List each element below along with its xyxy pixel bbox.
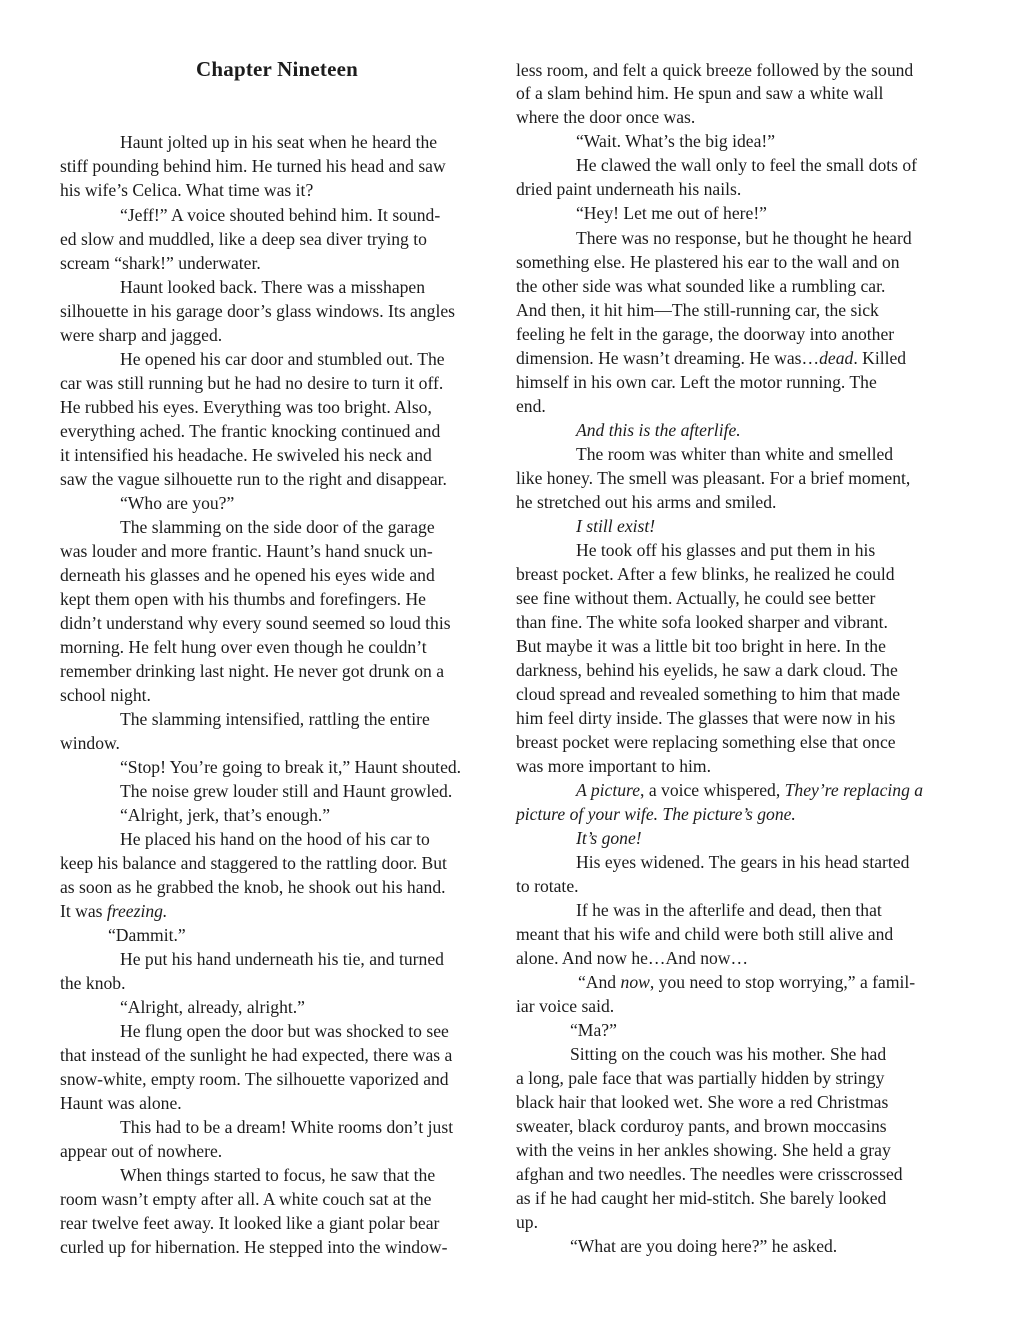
text-line: less room, and felt a quick breeze followed by the sound [516, 60, 914, 80]
text-line: breast pocket. After a few blinks, he realized he could [516, 564, 895, 584]
text-line [516, 970, 915, 994]
text-line: “Hey! Let me out of here!” [576, 203, 767, 223]
text-line: a long, pale face that was partially hidden by stringy [516, 1068, 885, 1088]
italic-span: They’re replacing a [784, 780, 924, 800]
text-line: than fine. The white sofa looked sharper and vibrant. [516, 612, 888, 632]
text-line: he stretched out his arms and smiled. [516, 492, 777, 512]
text-line [516, 778, 923, 802]
text-line: There was no response, but he thought he heard [576, 228, 912, 248]
text-line: He rubbed his eyes. Everything was too bright. Also, [60, 397, 432, 417]
chapter-title: Chapter Nineteen [196, 57, 359, 81]
text-line: the other side was what sounded like a rumbling car. [516, 276, 886, 296]
text-line: cloud spread and revealed something to him that made [516, 684, 901, 704]
text-line: saw the vague silhouette run to the right and disappear. [60, 469, 447, 489]
text-line [516, 346, 906, 370]
text-line: He took off his glasses and put them in his [576, 540, 876, 560]
text-line: Sitting on the couch was his mother. She had [570, 1044, 887, 1064]
text-line: He opened his car door and stumbled out. The [120, 349, 445, 369]
text-line: When things started to focus, he saw that the [120, 1165, 436, 1185]
text-span: , a voice whispered, [640, 780, 785, 800]
text-line: up. [516, 1212, 538, 1232]
text-line: derneath his glasses and he opened his eyes wide and [60, 565, 435, 585]
text-line: his wife’s Celica. What time was it? [60, 180, 314, 200]
text-line: The slamming on the side door of the garage [120, 517, 435, 537]
text-line: see fine without them. Actually, he could see better [516, 588, 876, 608]
text-span: “And [578, 972, 621, 992]
text-line: morning. He felt hung over even though he couldn’t [60, 637, 427, 657]
text-line: “Who are you?” [120, 493, 235, 513]
text-line: He placed his hand on the hood of his car to [120, 829, 430, 849]
text-line: If he was in the afterlife and dead, then that [576, 900, 882, 920]
text-line: “Jeff!” A voice shouted behind him. It sound- [120, 205, 441, 225]
text-line: “Wait. What’s the big idea!” [576, 131, 776, 151]
text-line: His eyes widened. The gears in his head started [576, 852, 910, 872]
text-line: it intensified his headache. He swiveled his neck and [60, 445, 432, 465]
text-line: “Alright, already, alright.” [120, 997, 305, 1017]
text-line: to rotate. [516, 876, 579, 896]
text-line: The noise grew louder still and Haunt growled. [120, 781, 453, 801]
text-line: the knob. [60, 973, 126, 993]
text-line: He flung open the door but was shocked to see [120, 1021, 449, 1041]
italic-span: dead [819, 348, 854, 368]
text-line: were sharp and jagged. [60, 325, 223, 345]
text-line: Haunt jolted up in his seat when he heard the [120, 132, 438, 152]
text-line: car was still running but he had no desire to turn it off. [60, 373, 444, 393]
text-line: keep his balance and staggered to the rattling door. But [60, 853, 447, 873]
text-line: It’s gone! [576, 828, 642, 848]
text-line: stiff pounding behind him. He turned his head and saw [60, 156, 446, 176]
text-line: was louder and more frantic. Haunt’s hand snuck un- [60, 541, 433, 561]
text-line: iar voice said. [516, 996, 615, 1016]
text-line: dried paint underneath his nails. [516, 179, 742, 199]
text-line: that instead of the sunlight he had expected, there was a [60, 1045, 453, 1065]
text-line: room wasn’t empty after all. A white couch sat at the [60, 1189, 432, 1209]
text-line: himself in his own car. Left the motor running. The [516, 372, 877, 392]
text-line: And this is the afterlife. [576, 420, 741, 440]
text-line: He clawed the wall only to feel the small dots of [576, 155, 918, 175]
text-line: curled up for hibernation. He stepped into the window- [60, 1237, 448, 1257]
text-line: everything ached. The frantic knocking continued and [60, 421, 441, 441]
text-line: as soon as he grabbed the knob, he shook out his hand. [60, 877, 446, 897]
text-line: school night. [60, 685, 151, 705]
text-span: dimension. He wasn’t dreaming. He was… [516, 348, 820, 368]
text-line: something else. He plastered his ear to the wall and on [516, 252, 900, 272]
text-line: window. [60, 733, 120, 753]
text-line: The slamming intensified, rattling the entire [120, 709, 430, 729]
text-line: rear twelve feet away. It looked like a giant polar bear [60, 1213, 440, 1233]
text-line: sweater, black corduroy pants, and brown moccasins [516, 1116, 887, 1136]
text-line: ed slow and muddled, like a deep sea diver trying to [60, 229, 427, 249]
text-line: of a slam behind him. He spun and saw a white wall [516, 83, 884, 103]
text-line: But maybe it was a little bit too bright in here. In the [516, 636, 886, 656]
text-line: feeling he felt in the garage, the doorway into another [516, 324, 895, 344]
text-line: like honey. The smell was pleasant. For a brief moment, [516, 468, 911, 488]
text-line: black hair that looked wet. She wore a red Christmas [516, 1092, 889, 1112]
text-line: with the veins in her ankles showing. She held a gray [516, 1140, 891, 1160]
italic-span: now [620, 972, 650, 992]
text-line: breast pocket were replacing something else that once [516, 732, 896, 752]
text-line: And then, it hit him—The still-running car, the sick [516, 300, 879, 320]
italic-span: A picture [576, 780, 641, 800]
text-line: He put his hand underneath his tie, and turned [120, 949, 444, 969]
text-line: “What are you doing here?” he asked. [570, 1236, 838, 1256]
text-line: him feel dirty inside. The glasses that were now in his [516, 708, 896, 728]
text-line: silhouette in his garage door’s glass windows. Its angles [60, 301, 455, 321]
text-line: end. [516, 396, 546, 416]
text-line: This had to be a dream! White rooms don’t just [120, 1117, 454, 1137]
text-line: was more important to him. [516, 756, 711, 776]
text-line: Haunt was alone. [60, 1093, 182, 1113]
text-line [60, 899, 167, 923]
text-line: “Ma?” [570, 1020, 617, 1040]
text-line: scream “shark!” underwater. [60, 253, 261, 273]
text-line: I still exist! [576, 516, 656, 536]
text-line: appear out of nowhere. [60, 1141, 223, 1161]
text-line: afghan and two needles. The needles were crisscrossed [516, 1164, 903, 1184]
text-line: remember drinking last night. He never got drunk on a [60, 661, 445, 681]
text-line: “Alright, jerk, that’s enough.” [120, 805, 331, 825]
text-line: kept them open with his thumbs and forefingers. He [60, 589, 426, 609]
text-line: “Dammit.” [108, 925, 186, 945]
text-line: picture of your wife. The picture’s gone. [516, 804, 796, 824]
text-line: The room was whiter than white and smelled [576, 444, 894, 464]
text-line: where the door once was. [516, 107, 696, 127]
text-line: darkness, behind his eyelids, he saw a dark cloud. The [516, 660, 898, 680]
text-line: snow-white, empty room. The silhouette vaporized and [60, 1069, 449, 1089]
text-line: meant that his wife and child were both still alive and [516, 924, 894, 944]
italic-span: freezing. [106, 901, 168, 921]
text-span: , you need to stop worrying,” a famil- [649, 972, 916, 992]
text-line: “Stop! You’re going to break it,” Haunt shouted. [120, 757, 462, 777]
text-span: . Killed [853, 348, 907, 368]
text-line: didn’t understand why every sound seemed so loud this [60, 613, 451, 633]
text-line: as if he had caught her mid-stitch. She barely looked [516, 1188, 887, 1208]
text-span: It was [60, 901, 107, 921]
text-line: Haunt looked back. There was a misshapen [120, 277, 426, 297]
text-line: alone. And now he…And now… [516, 948, 749, 968]
